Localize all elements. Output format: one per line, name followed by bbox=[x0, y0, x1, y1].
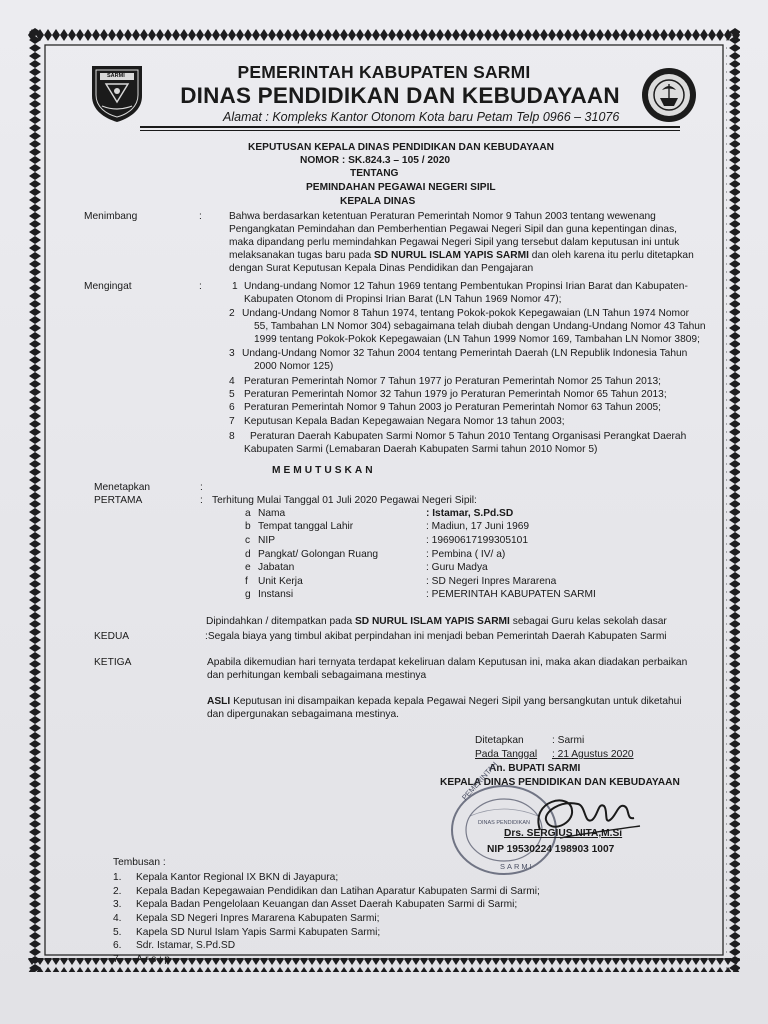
mengingat-item-line: Undang-Undang Nomor 8 Tahun 1974, tentang Pokok-pokok Kepegawaian (LN Tahun 1974 Nomor bbox=[242, 308, 690, 319]
tembusan-item: Kapela SD Nurul Islam Yapis Sarmi Kabupaten Sarmi; bbox=[136, 927, 381, 938]
tembusan-number: 2. bbox=[113, 886, 122, 897]
tembusan-item: Kepala SD Negeri Inpres Mararena Kabupaten Sarmi; bbox=[136, 913, 380, 924]
decree-number: NOMOR : SK.824.3 – 105 / 2020 bbox=[300, 155, 451, 166]
handwritten-signature-icon bbox=[500, 790, 650, 850]
field-value: : PEMERINTAH KABUPATEN SARMI bbox=[426, 589, 596, 600]
stamp-text-top: PEMERINTAH bbox=[460, 759, 500, 803]
field-value: : 19690617199305101 bbox=[426, 535, 528, 546]
mengingat-item-line: Kabupaten Otonom di Propinsi Irian Barat (LN Tahun 1969 Nomor 47); bbox=[244, 294, 562, 305]
office-line: KEPALA DINAS PENDIDIKAN DAN KEBUDAYAAN bbox=[440, 777, 680, 788]
kedua-label: KEDUA bbox=[94, 631, 130, 642]
field-key: c bbox=[245, 535, 251, 546]
mengingat-item-line: Keputusan Kepala Badan Kepegawaian Negara Nomor 13 tahun 2003; bbox=[244, 416, 565, 427]
pertama-intro: Terhitung Mulai Tanggal 01 Juli 2020 Pegawai Negeri Sipil: bbox=[212, 495, 477, 506]
tembusan-number: 5. bbox=[113, 927, 122, 938]
signatory-name: Drs. SERGIUS NITA,M.Si bbox=[504, 828, 623, 839]
tanggal-label: Pada Tanggal bbox=[475, 749, 538, 760]
tembusan-item: Sdr. Istamar, S.Pd.SD bbox=[136, 940, 236, 951]
government-heading: PEMERINTAH KABUPATEN SARMI bbox=[237, 62, 531, 82]
ditetapkan-value: : Sarmi bbox=[552, 735, 585, 746]
office-heading: DINAS PENDIDIKAN DAN KEBUDAYAAN bbox=[180, 83, 620, 108]
field-key: e bbox=[245, 562, 251, 573]
menimbang-line: Pengangkatan Pemindahan dan Pemberhentian Pegawai Negeri Sipil dan guna kepentingan dinas, bbox=[229, 224, 678, 235]
mengingat-number: 4 bbox=[229, 376, 235, 387]
decree-title: KEPUTUSAN KEPALA DINAS PENDIDIKAN DAN KEBUDAYAAN bbox=[248, 142, 555, 153]
mengingat-label: Mengingat bbox=[84, 281, 132, 292]
atas-nama-line: An. BUPATI SARMI bbox=[489, 763, 581, 774]
field-key: d bbox=[245, 549, 251, 560]
menimbang-line: Bahwa berdasarkan ketentuan Peraturan Pemerintah Nomor 9 Tahun 2003 tentang wewenang bbox=[229, 211, 656, 222]
pertama-label: PERTAMA bbox=[94, 495, 143, 506]
menetapkan-colon: : bbox=[200, 482, 203, 493]
field-label: Tempat tanggal Lahir bbox=[258, 521, 354, 532]
tembusan-number: 7. bbox=[113, 954, 122, 965]
tembusan-item: Kepala Badan Kepegawaian Pendidikan dan Latihan Aparatur Kabupaten Sarmi di Sarmi; bbox=[136, 886, 540, 897]
mengingat-item-line: Undang-Undang Nomor 32 Tahun 2004 tentang Pemerintah Daerah (LN Republik Indonesia Tahun bbox=[242, 348, 688, 359]
kedua-text: :Segala biaya yang timbul akibat perpindahan ini menjadi beban Pemerintah Daerah Kabupaten Sarmi bbox=[205, 631, 667, 642]
field-key: a bbox=[245, 508, 251, 519]
asli-line: ASLI Keputusan ini disampaikan kepada kepala Pegawai Negeri Sipil yang bersangkutan untuk diketahui bbox=[207, 696, 682, 707]
mengingat-number: 1 bbox=[232, 281, 238, 292]
mengingat-number: 2 bbox=[229, 308, 235, 319]
ditetapkan-label: Ditetapkan bbox=[475, 735, 524, 746]
mengingat-item-line: 1999 tentang Pokok-Pokok Kepegawaian (LN Tahun 1999 Nomor 169, Tambahan LN Nomor 3809; bbox=[254, 334, 700, 345]
decree-tentang: TENTANG bbox=[350, 168, 399, 179]
field-label: Jabatan bbox=[258, 562, 295, 573]
address-line: Alamat : Kompleks Kantor Otonom Kota baru Petam Telp 0966 – 31076 bbox=[223, 110, 620, 124]
stamp-text-bottom: SARMI bbox=[500, 862, 534, 871]
ketiga-label: KETIGA bbox=[94, 657, 132, 668]
field-value: : SD Negeri Inpres Mararena bbox=[426, 576, 557, 587]
placement-line: Dipindahkan / ditempatkan pada SD NURUL ISLAM YAPIS SARMI sebagai Guru kelas sekolah dasar bbox=[206, 616, 667, 627]
tembusan-item: A r s i p bbox=[136, 954, 170, 965]
ketiga-line: dan dipergunakan sebagaimana mestinya. bbox=[207, 709, 399, 720]
field-label: Instansi bbox=[258, 589, 294, 600]
mengingat-colon: : bbox=[199, 281, 202, 292]
decree-kepala: KEPALA DINAS bbox=[340, 196, 416, 207]
mengingat-number: 3 bbox=[229, 348, 235, 359]
mengingat-item-line: Peraturan Daerah Kabupaten Sarmi Nomor 5 Tahun 2010 Tentang Organisasi Perangkat Daerah bbox=[250, 431, 687, 442]
field-label: Pangkat/ Golongan Ruang bbox=[258, 549, 379, 560]
tembusan-number: 3. bbox=[113, 899, 122, 910]
tembusan-item: Kepala Kantor Regional IX BKN di Jayapura; bbox=[136, 872, 339, 883]
menimbang-colon: : bbox=[199, 211, 202, 222]
tembusan-number: 1. bbox=[113, 872, 122, 883]
header-rule-thin bbox=[140, 130, 680, 131]
pertama-colon: : bbox=[200, 495, 203, 506]
mengingat-item-line: Undang-undang Nomor 12 Tahun 1969 tentang Pembentukan Propinsi Irian Barat dan Kabupaten- bbox=[244, 281, 688, 292]
mengingat-item-line: Kabupaten Sarmi (Lemabaran Daerah Kabupaten Sarmi tahun 2010 Nomor 5) bbox=[244, 444, 598, 455]
menimbang-line: melaksanakan tugas baru pada SD NURUL ISLAM YAPIS SARMI dan oleh karena itu perlu ditetapkan bbox=[229, 250, 694, 261]
ketiga-line: dan perhitungan kembali sebagaimana mestinya bbox=[207, 670, 427, 681]
field-value: : Istamar, S.Pd.SD bbox=[426, 508, 514, 519]
memutuskan-heading: MEMUTUSKAN bbox=[272, 465, 376, 476]
menimbang-label: Menimbang bbox=[84, 211, 138, 222]
signatory-nip: NIP 19530224 198903 1007 bbox=[487, 844, 615, 855]
mengingat-item-line: 55, Tambahan LN Nomor 304) sebagaimana telah diubah dengan Undang-Undang Nomor 43 Tahun bbox=[254, 321, 706, 332]
field-key: b bbox=[245, 521, 251, 532]
field-label: Unit Kerja bbox=[258, 576, 303, 587]
field-key: f bbox=[245, 576, 248, 587]
decree-subject: PEMINDAHAN PEGAWAI NEGERI SIPIL bbox=[306, 182, 496, 193]
mengingat-item-line: Peraturan Pemerintah Nomor 32 Tahun 1979 jo Peraturan Pemerintah Nomor 65 Tahun 2013; bbox=[244, 389, 667, 400]
mengingat-number: 8 bbox=[229, 431, 235, 442]
tanggal-value: : 21 Agustus 2020 bbox=[552, 749, 634, 760]
tembusan-item: Kepala Badan Pengelolaan Keuangan dan Asset Daerah Kabupaten Sarmi di Sarmi; bbox=[136, 899, 518, 910]
stamp-text-mid: DINAS PENDIDIKAN bbox=[478, 820, 530, 826]
mengingat-item-line: 2000 Nomor 125) bbox=[254, 361, 334, 372]
field-label: Nama bbox=[258, 508, 286, 519]
mengingat-number: 5 bbox=[229, 389, 235, 400]
menimbang-line: dengan Surat Keputusan Kepala Dinas Pendidikan dan Pengajaran bbox=[229, 263, 534, 274]
field-value: : Madiun, 17 Juni 1969 bbox=[426, 521, 530, 532]
tembusan-number: 4. bbox=[113, 913, 122, 924]
tembusan-label: Tembusan : bbox=[113, 857, 166, 868]
mengingat-number: 6 bbox=[229, 402, 235, 413]
menetapkan-label: Menetapkan bbox=[94, 482, 151, 493]
field-value: : Pembina ( IV/ a) bbox=[426, 549, 506, 560]
field-key: g bbox=[245, 589, 251, 600]
mengingat-item-line: Peraturan Pemerintah Nomor 7 Tahun 1977 jo Peraturan Pemerintah Nomor 25 Tahun 2013; bbox=[244, 376, 661, 387]
tembusan-number: 6. bbox=[113, 940, 122, 951]
ketiga-line: Apabila dikemudian hari ternyata terdapat kekeliruan dalam Keputusan ini, maka akan diadakan perbaikan bbox=[207, 657, 688, 668]
field-value: : Guru Madya bbox=[426, 562, 488, 573]
mengingat-number: 7 bbox=[229, 416, 235, 427]
mengingat-item-line: Peraturan Pemerintah Nomor 9 Tahun 2003 jo Peraturan Pemerintah Nomor 63 Tahun 2005; bbox=[244, 402, 661, 413]
field-label: NIP bbox=[258, 535, 275, 546]
header-rule-thick bbox=[140, 126, 680, 128]
emblem-label: SARMI bbox=[107, 73, 125, 79]
menimbang-line: maka dipandang perlu memindahkan Pegawai Negeri Sipil yang tersebut dalam keputusan ini untuk bbox=[229, 237, 680, 248]
